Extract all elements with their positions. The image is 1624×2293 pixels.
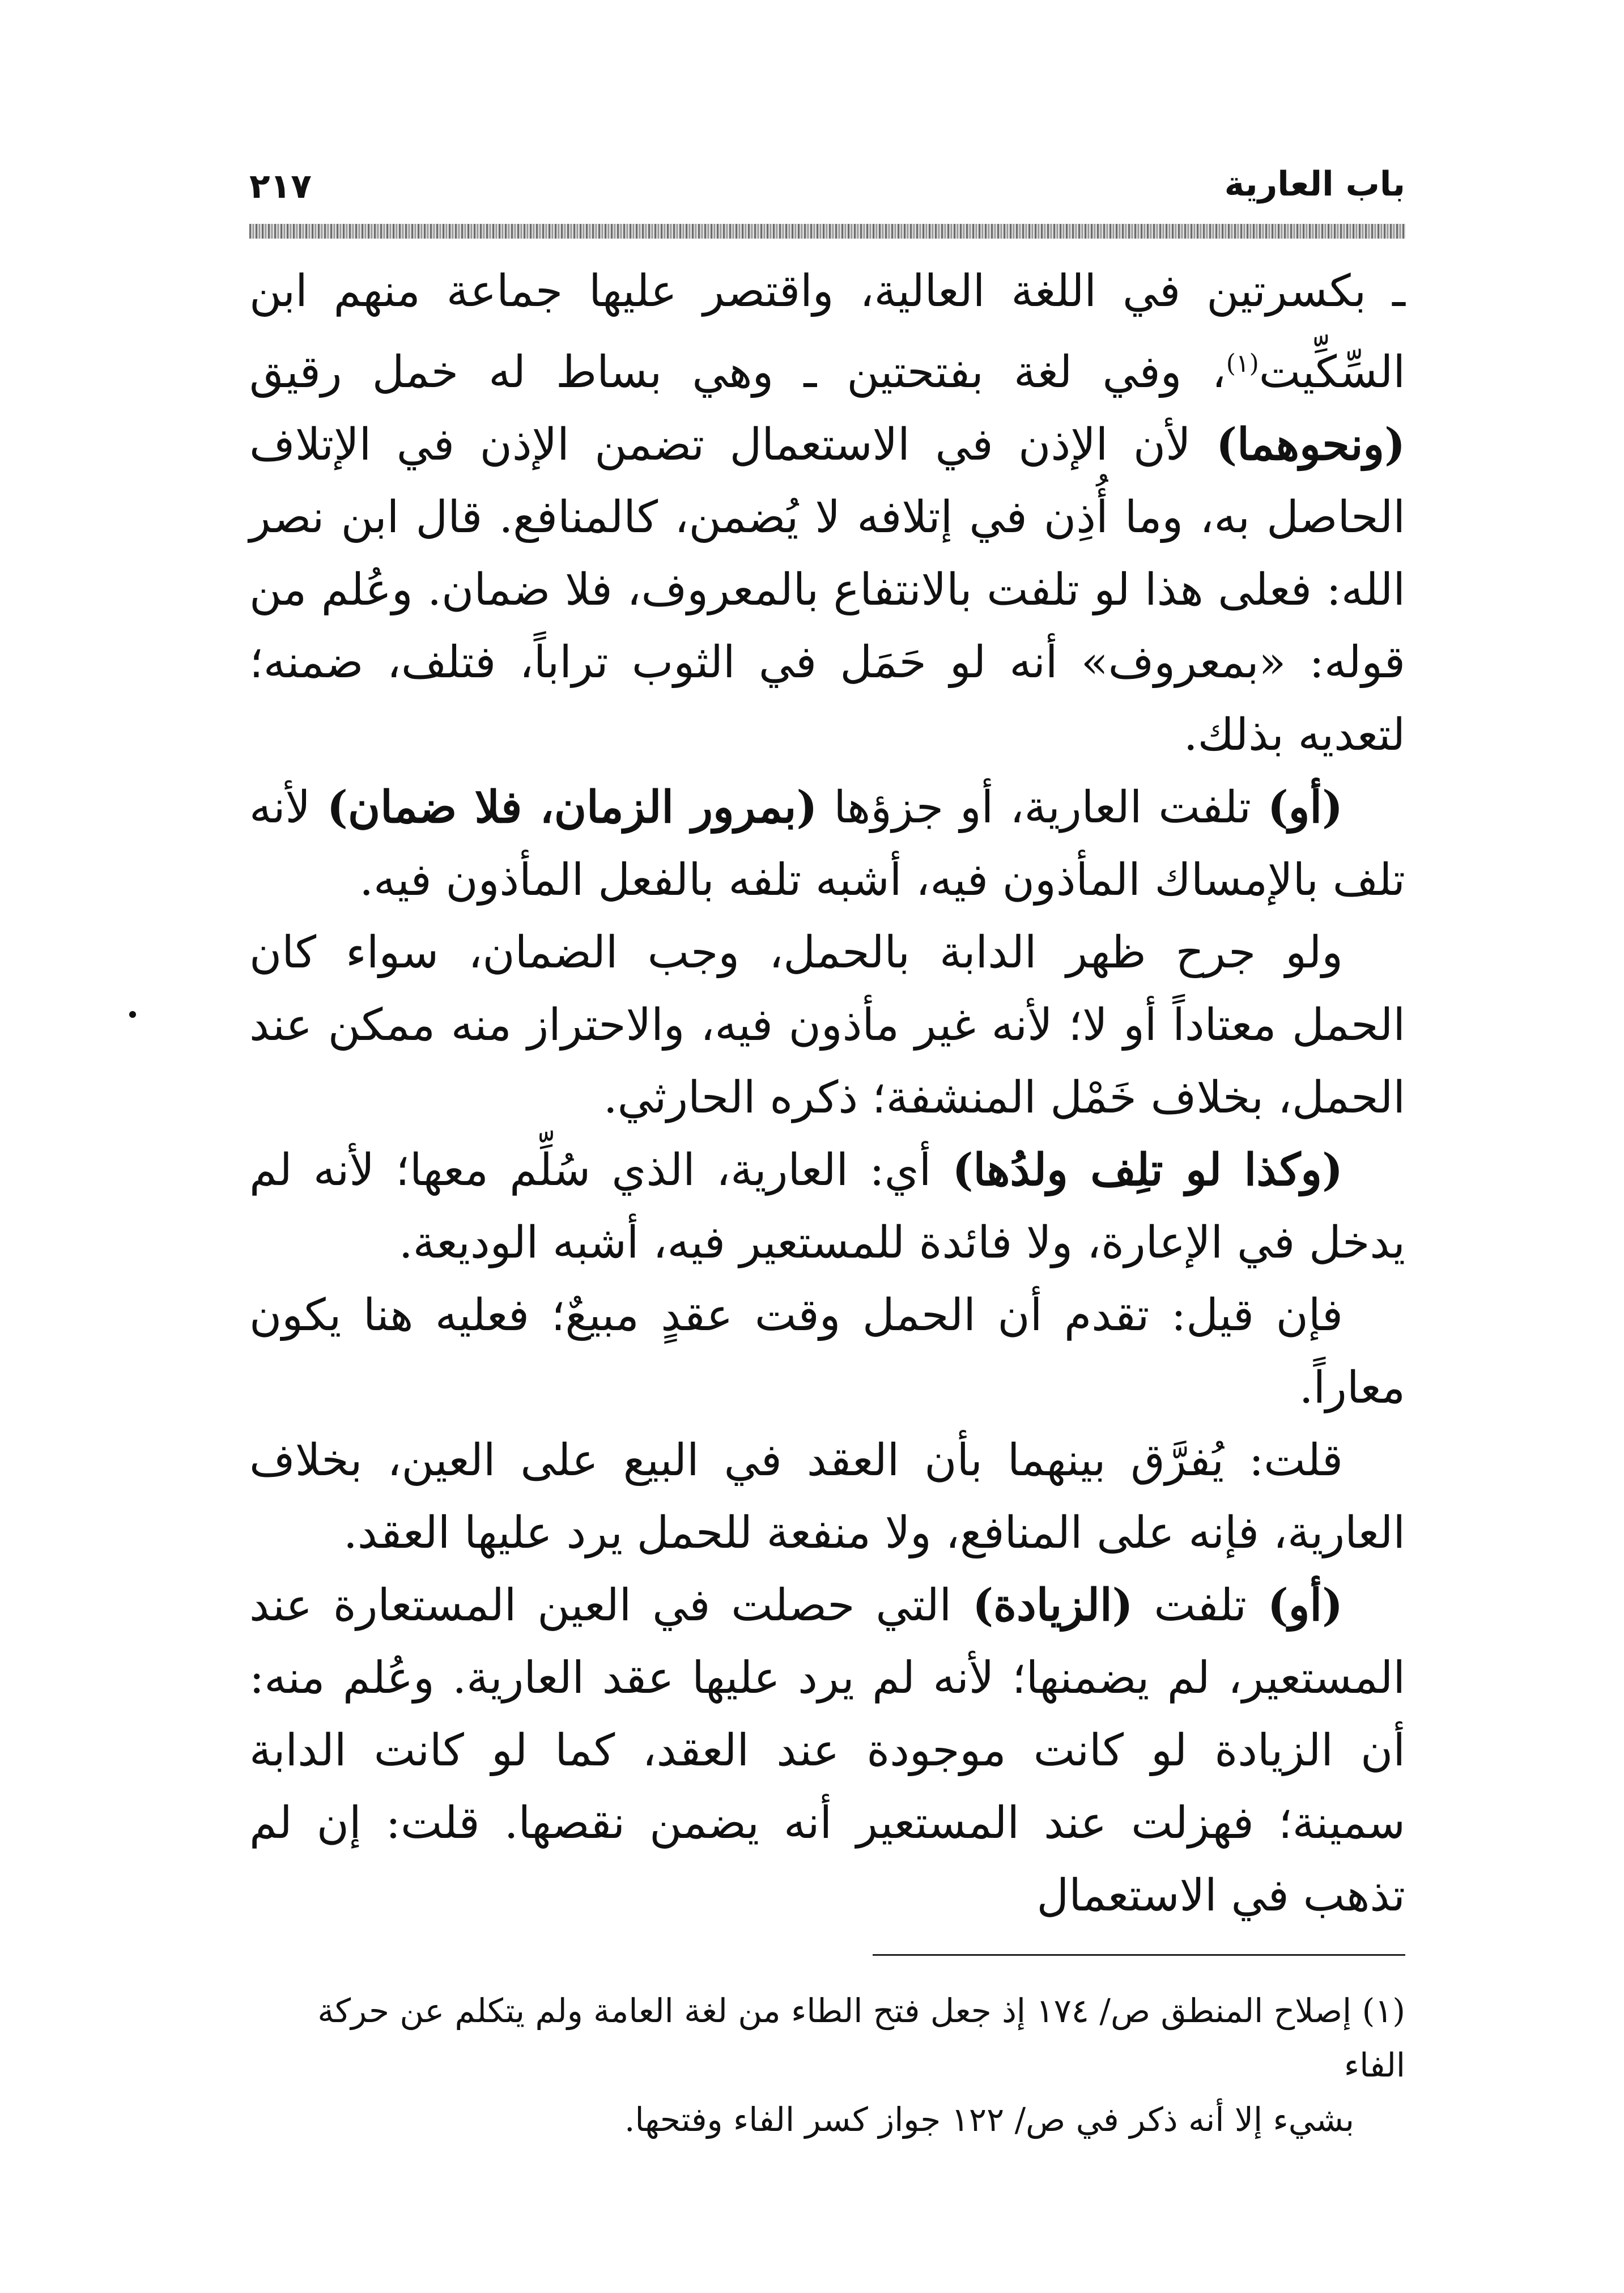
paragraph-1-part-c: لأن الإذن في الاستعمال تضمن الإذن في الإتلاف الحاصل به، وما أُذِن في إتلافه لا يُضمن، كالمنافع. قال ابن نصر الله: فعلى هذا لو تلفت بالانتفاع بالمعروف، فلا ضمان. وعُلم من قوله: «بمعروف» أنه لو حَمَل في الثوب تراباً، فتلف، ضمنه؛ لتعديه بذلك. [249, 419, 1405, 761]
paragraph-2-part-d: لأنه تلف بالإمساك المأذون فيه، أشبه تلفه بالفعل المأذون فيه. [249, 782, 1405, 906]
paragraph-7 [249, 1569, 1405, 1932]
footnote-1-line-1: إصلاح المنطق ص/ ١٧٤ إذ جعل فتح الطاء من لغة العامة ولم يتكلم عن حركة الفاء [317, 1991, 1405, 2084]
paragraph-4 [249, 1134, 1405, 1279]
footnote-1 [249, 1984, 1405, 2092]
margin-dot [129, 1011, 136, 1018]
matn-phrase-ziyada: (الزيادة) [972, 1579, 1133, 1631]
matn-phrase-waladuha: (وكذا لو تلِف ولدُها) [952, 1144, 1343, 1196]
footnote-1-line-2: بشيء إلا أنه ذكر في ص/ ١٢٢ جواز كسر الفاء وفتحها. [624, 2100, 1354, 2139]
matn-phrase-murur-zaman: (بمرور الزمان، فلا ضمان) [326, 782, 818, 833]
paragraph-4-part-b: أي: العارية، الذي سُلِّم معها؛ لأنه لم يدخل في الإعارة، ولا فائدة للمستعير فيه، أشبه الوديعة. [249, 1145, 1405, 1268]
page-number: ٢١٧ [249, 167, 312, 206]
paragraph-1-comma: ، [1211, 347, 1226, 398]
footnote-marker: (١) [1362, 1991, 1405, 2030]
paragraph-1-part-a: وفي لغة بفتحتين ـ وهي بساط له خمل رقيق [249, 347, 1182, 398]
running-title: باب العارية [1224, 164, 1405, 204]
paragraph-6: قلت: يُفرَّق بينهما بأن العقد في البيع على العين، بخلاف العارية، فإنه على المنافع، ولا منفعة للحمل يرد عليها العقد. [249, 1435, 1405, 1559]
paragraph-7-part-b: تلفت [1133, 1580, 1268, 1631]
paragraph-7-part-d: التي حصلت في العين المستعارة عند المستعير، لم يضمنها؛ لأنه لم يرد عليها عقد العارية. وعُلم منه: أن الزيادة لو كانت موجودة عند العقد، كما لو كانت الدابة سمينة؛ فهزلت عند المستعير أنه يضمن نقصها. قلت: إن لم تذهب في الاستعمال [249, 1580, 1405, 1921]
paragraph-2-part-b: تلفت العارية، أو جزؤها [817, 782, 1268, 833]
matn-phrase-aw: (أو) [1267, 782, 1344, 833]
matn-phrase-aw-2: (أو) [1267, 1579, 1343, 1631]
paragraph-1 [249, 255, 1405, 771]
matn-phrase-nahwihima: (ونحوهما) [1216, 419, 1405, 470]
header-divider [249, 224, 1405, 239]
footnote-reference: (١) [1226, 349, 1259, 378]
page-header [249, 164, 1405, 215]
paragraph-5: فإن قيل: تقدم أن الحمل وقت عقدٍ مبيعٌ؛ فعليه هنا يكون معاراً. [249, 1290, 1405, 1413]
footnotes [249, 1984, 1405, 2147]
main-text [249, 255, 1405, 1932]
paragraph-3: ولو جرح ظهر الدابة بالحمل، وجب الضمان، سواء كان الحمل معتاداً أو لا؛ لأنه غير مأذون فيه، والاحتراز منه ممكن عند الحمل، بخلاف خَمْل المنشفة؛ ذكره الحارثي. [249, 927, 1405, 1123]
footnote-divider [873, 1954, 1405, 1956]
paragraph-2 [249, 771, 1405, 916]
paragraph-1-line-1: ـ بكسرتين في اللغة العالية، واقتصر عليها جماعة منهم ابن السِّكِّيت [249, 266, 1405, 398]
